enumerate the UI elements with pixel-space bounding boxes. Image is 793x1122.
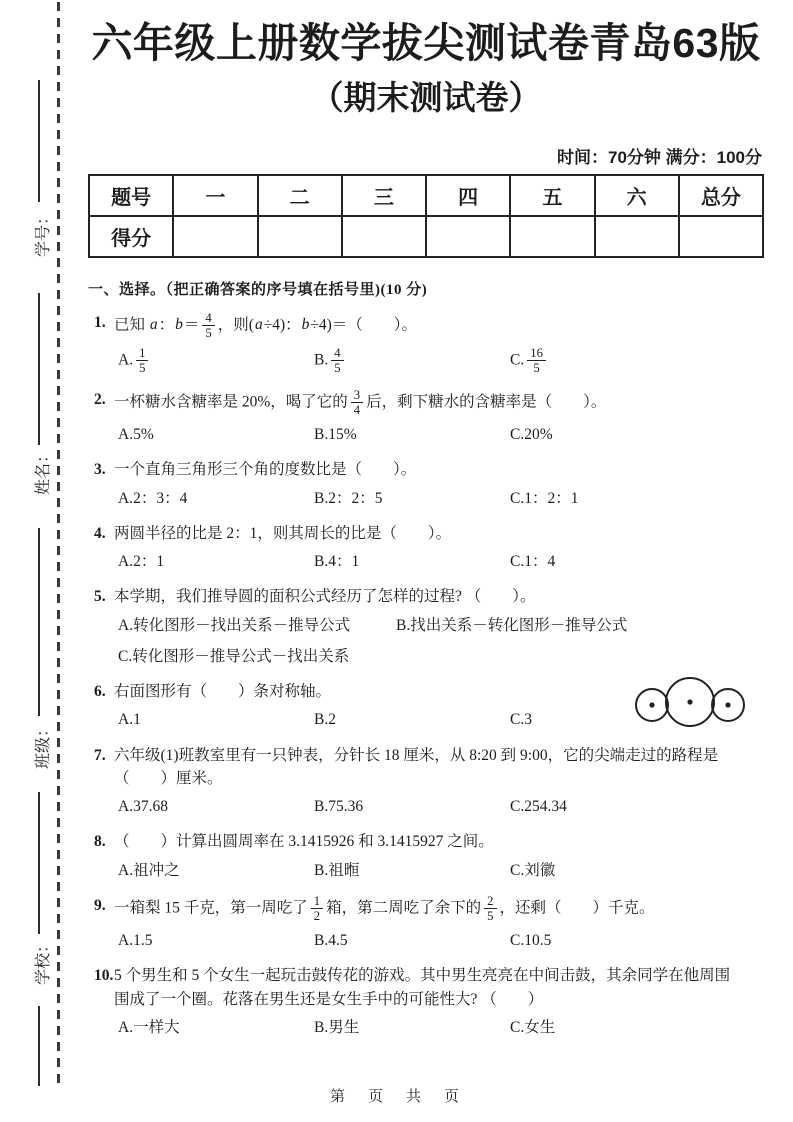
option-A (118, 423, 314, 446)
question-text: 本学期，我们推导圆的面积公式经历了怎样的过程? （ ）。 (114, 588, 536, 606)
question-options (88, 423, 764, 446)
question-body (114, 964, 764, 1011)
score-blank-cell (173, 216, 257, 257)
question-text: C.10.5 (510, 932, 552, 949)
page-subtitle: （期末测试卷） (310, 79, 542, 117)
fraction: $\frac{2}{5}$ (484, 894, 496, 924)
question-text: ，则( (217, 315, 254, 333)
option-B (314, 795, 510, 818)
option-B (314, 929, 510, 952)
time-score-info: 时间：70分钟 满分：100分 (557, 147, 762, 167)
question-text: A.2：3：4 (118, 489, 188, 507)
section-heading: 一、选择。（把正确答案的序号填在括号里)(10 分) (88, 281, 428, 298)
sidebar-blank-line (38, 293, 40, 445)
question-text: 六年级(1)班教室里有一只钟表，分针长 18 厘米，从 8:20 到 9:00，它的尖端走过的路程是 (114, 746, 719, 764)
question-text: （ ）计算出圆周率在 3.1415926 和 3.1415927 之间。 (114, 833, 494, 851)
score-table (88, 174, 764, 258)
question-text: ： (158, 315, 175, 333)
option-A (118, 346, 314, 376)
question-9 (88, 894, 764, 952)
sidebar-field-school: 学校： (35, 937, 52, 986)
question-body (114, 585, 764, 608)
question-body (114, 522, 764, 545)
option-A (118, 614, 396, 637)
question-text: 围成了一个圈。花落在男生还是女生手中的可能性大? （ ） (114, 990, 544, 1008)
question-text: ，还剩（ ）千克。 (499, 899, 655, 917)
question-body (114, 458, 764, 481)
option-C (510, 929, 764, 952)
question-figure (632, 672, 750, 734)
question-body (114, 830, 764, 853)
question-text: B.4.5 (314, 932, 348, 949)
fraction: $\frac{4}{5}$ (202, 311, 214, 341)
question-1 (88, 311, 764, 376)
question-text: B.4：1 (314, 553, 360, 571)
question-text: A.1 (118, 711, 141, 729)
question-text: 右面图形有（ ）条对称轴。 (114, 683, 332, 701)
option-B (396, 614, 764, 637)
question-text: C.1：2：1 (510, 489, 579, 507)
score-header-cell: 五 (510, 175, 594, 216)
question-4 (88, 522, 764, 574)
question-5 (88, 585, 764, 668)
score-table-header-row (89, 175, 763, 216)
question-number: 9. (94, 896, 106, 914)
question-text: ÷4)： (263, 315, 301, 333)
question-text: B. (314, 351, 329, 369)
option-C (510, 423, 764, 446)
questions (88, 311, 764, 1040)
question-text: C.254.34 (510, 798, 567, 816)
option-C (510, 346, 764, 376)
question-10 (88, 964, 764, 1039)
score-header-cell: 六 (595, 175, 679, 216)
question-8 (88, 830, 764, 882)
option-C (510, 550, 764, 573)
sidebar-blank-line (38, 792, 40, 934)
score-header-cell: 四 (426, 175, 510, 216)
option-B (314, 346, 510, 376)
question-text: B.2 (314, 711, 336, 729)
question-body (114, 388, 764, 418)
option-B (314, 708, 510, 731)
sidebar-field-class: 班级： (35, 721, 52, 770)
score-table-score-row (89, 216, 763, 257)
score-blank-cell (510, 216, 594, 257)
score-header-cell: 题号 (89, 175, 173, 216)
score-blank-cell (342, 216, 426, 257)
question-number: 4. (94, 524, 106, 542)
math-variable: b (301, 315, 310, 333)
math-variable: a (149, 315, 158, 333)
option-A (118, 550, 314, 573)
question-options (88, 859, 764, 882)
question-text: 一箱梨 15 千克，第一周吃了 (114, 899, 308, 917)
question-7 (88, 744, 764, 819)
option-C (510, 487, 764, 510)
fraction: $\frac{1}{2}$ (311, 894, 323, 924)
question-text: A.1.5 (118, 932, 153, 949)
fraction: $\frac{3}{4}$ (351, 388, 363, 418)
score-header-cell: 总分 (679, 175, 763, 216)
option-C (510, 795, 764, 818)
question-text: C.20% (510, 426, 553, 444)
question-body (114, 744, 764, 791)
option-A (118, 859, 314, 882)
question-text: 箱，第二周吃了余下的 (326, 899, 482, 917)
page-title: 六年级上册数学拔尖测试卷青岛63版 (91, 20, 761, 66)
question-text: A. (118, 351, 134, 369)
question-options (88, 346, 764, 376)
question-text: C.1：4 (510, 553, 556, 571)
question-options (88, 550, 764, 573)
question-number: 10. (94, 967, 114, 985)
question-body (114, 894, 764, 924)
sidebar-field-name: 姓名： (35, 447, 52, 496)
score-blank-cell (426, 216, 510, 257)
question-number: 1. (94, 313, 106, 331)
question-text: B.找出关系－转化图形－推导公式 (396, 616, 628, 634)
option-A (118, 795, 314, 818)
question-options (88, 487, 764, 510)
question-2 (88, 388, 764, 446)
question-text: C. (510, 351, 525, 369)
question-body (114, 311, 764, 341)
question-text: A.祖冲之 (118, 861, 180, 879)
question-text: C.3 (510, 711, 532, 729)
question-number: 6. (94, 683, 106, 701)
sidebar-blank-line (38, 1006, 40, 1086)
question-text: （ ）厘米。 (114, 769, 223, 787)
score-blank-cell (679, 216, 763, 257)
question-options (88, 929, 764, 952)
question-text: 一个直角三角形三个角的度数比是（ ）。 (114, 461, 417, 479)
question-number: 3. (94, 461, 106, 479)
score-blank-cell (258, 216, 342, 257)
math-variable: b (175, 315, 183, 333)
question-number: 8. (94, 833, 106, 851)
page-footer: 第 页 共 页 (329, 1088, 463, 1105)
question-6 (88, 680, 764, 732)
option-A (118, 487, 314, 510)
question-text: B.男生 (314, 1018, 360, 1036)
question-number: 5. (94, 588, 106, 606)
question-number: 7. (94, 746, 106, 764)
score-header-cell: 一 (173, 175, 257, 216)
score-row-label: 得分 (89, 216, 173, 257)
question-text: A.2：1 (118, 553, 165, 571)
option-B (314, 423, 510, 446)
question-text: A.一样大 (118, 1018, 180, 1036)
question-text: C.转化图形－推导公式－找出关系 (118, 647, 350, 665)
sidebar-blank-line (38, 528, 40, 716)
score-header-cell: 三 (342, 175, 426, 216)
question-text: B.75.36 (314, 798, 364, 816)
option-C (118, 645, 396, 668)
score-blank-cell (595, 216, 679, 257)
question-number: 2. (94, 390, 106, 408)
option-B (314, 1016, 510, 1039)
question-text: 一杯糖水含糖率是 20%，喝了它的 (114, 393, 348, 411)
sidebar-field-student-number: 学号： (35, 209, 52, 258)
question-text: C.女生 (510, 1018, 556, 1036)
question-text: 后，剩下糖水的含糖率是（ ）。 (366, 393, 607, 411)
score-header-cell: 二 (258, 175, 342, 216)
question-text: 5 个男生和 5 个女生一起玩击鼓传花的游戏。其中男生亮亮在中间击鼓，其余同学在他周围 (114, 967, 731, 985)
option-A (118, 708, 314, 731)
question-options (88, 614, 764, 669)
option-C (510, 1016, 764, 1039)
paper-content (88, 18, 764, 1039)
sidebar-blank-line (38, 80, 40, 202)
option-B (314, 550, 510, 573)
question-text: B.15% (314, 426, 357, 444)
option-B (314, 487, 510, 510)
question-text: C.刘徽 (510, 861, 556, 879)
question-text: A.5% (118, 426, 154, 444)
fraction: $\frac{4}{5}$ (331, 346, 343, 376)
question-3 (88, 458, 764, 510)
fraction: $\frac{1}{5}$ (136, 346, 148, 376)
three-circles-figure (632, 672, 750, 734)
option-C (510, 859, 764, 882)
math-variable: a (254, 315, 263, 333)
question-options (88, 795, 764, 818)
question-options (88, 1016, 764, 1039)
option-B (314, 859, 510, 882)
question-text: 两圆半径的比是 2：1，则其周长的比是（ ）。 (114, 524, 452, 542)
question-text: B.2：2：5 (314, 489, 383, 507)
question-text: A.37.68 (118, 798, 168, 816)
question-text: B.祖暅 (314, 861, 360, 879)
question-text: A.转化图形－找出关系－推导公式 (118, 616, 351, 634)
question-text: ＝ (183, 315, 200, 333)
fold-dashed-line (57, 2, 60, 1088)
question-text: 已知 (114, 315, 149, 333)
option-A (118, 1016, 314, 1039)
fraction: $\frac{16}{5}$ (527, 346, 546, 376)
option-A (118, 929, 314, 952)
question-text: ÷4)＝（ ）。 (310, 315, 418, 333)
